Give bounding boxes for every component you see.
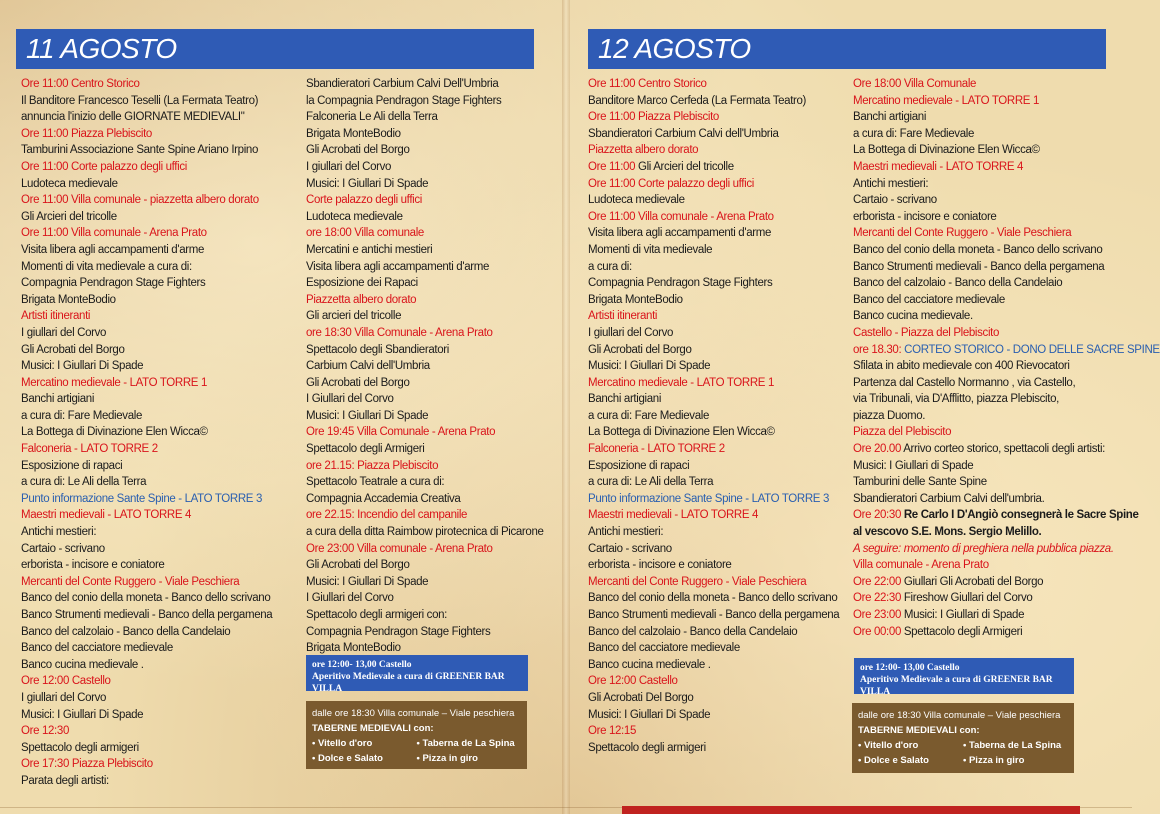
program-line: Punto informazione Sante Spine - LATO TORRE 3: [588, 492, 830, 505]
program-line: Cartaio - scrivano: [853, 194, 937, 207]
program-line: Mercatino medievale - LATO TORRE 1: [21, 376, 208, 389]
program-line: Ore 11:00 Corte palazzo degli uffici: [588, 177, 754, 190]
program-line: al vescovo S.E. Mons. Sergio Melillo.: [853, 526, 1042, 539]
program-line: Banchi artigiani: [853, 111, 927, 124]
program-line: [853, 624, 1129, 641]
program-line: Brigata MonteBodio: [588, 293, 683, 306]
day-panel-12-agosto: [570, 0, 1160, 814]
program-line: Ore 11:00 Piazza Plebiscito: [588, 111, 719, 124]
program-line: Banco del conio della moneta - Banco dello scrivano: [21, 592, 271, 605]
program-line: Banco cucina medievale .: [21, 658, 144, 671]
program-line: Mercanti del Conte Ruggero - Viale Peschiera: [853, 227, 1072, 240]
program-line: a cura di: Fare Medievale: [853, 127, 975, 140]
program-line: Sbandieratori Carbium Calvi dell'Umbria: [588, 127, 779, 140]
program-line: Banco del calzolaio - Banco della Candelaio: [588, 625, 798, 638]
program-line: I giullari del Corvo: [21, 691, 107, 704]
time-label: Ore 11:00: [588, 160, 636, 173]
program-line: Compagnia Pendragon Stage Fighters: [21, 277, 206, 290]
program-line: Banco del cacciatore medievale: [21, 642, 173, 655]
program-line: Piazzetta albero dorato: [588, 144, 699, 157]
program-line: Banco Strumenti medievali - Banco della pergamena: [588, 609, 840, 621]
program-line: Musici: I Giullari Di Spade: [306, 575, 429, 588]
program-line: Piazza del Plebiscito: [853, 426, 952, 439]
program-line: [853, 441, 1129, 458]
taverne-list: [312, 736, 521, 766]
program-line: Ore 11:00 Villa comunale - Arena Prato: [21, 227, 207, 240]
program-line: Ore 11:00 Centro Storico: [588, 78, 707, 90]
program-line: Corte palazzo degli uffici: [306, 194, 422, 207]
program-column-1: [21, 76, 301, 790]
program-line: Carbium Calvi dell'Umbria: [306, 360, 430, 373]
program-line: Artisti itineranti: [21, 310, 91, 323]
program-line: [853, 574, 1129, 591]
program-line: piazza Duomo.: [853, 409, 926, 422]
day-header: 12 AGOSTO: [588, 29, 1106, 69]
program-line: Banco del conio della moneta - Banco dello scrivano: [853, 243, 1103, 256]
program-line: Musici: I Giullari Di Spade: [306, 177, 429, 190]
program-line: la Compagnia Pendragon Stage Fighters: [306, 94, 502, 107]
program-line: Partenza dal Castello Normanno , via Castello,: [853, 376, 1076, 389]
program-line: Ore 11:00 Villa comunale - piazzetta albero dorato: [21, 194, 259, 207]
program-line: Ore 12:30: [21, 725, 69, 738]
program-line: [853, 590, 1129, 607]
taverne-title: TABERNE MEDIEVALI con:: [312, 723, 434, 734]
time-label: Ore 22:00: [853, 575, 901, 588]
red-strip: [622, 806, 1080, 814]
program-line: Sfilata in abito medievale con 400 Rievocatori: [853, 360, 1070, 373]
program-line: Banchi artigiani: [588, 393, 662, 406]
program-line: Sbandieratori Carbium Calvi Dell'Umbria: [306, 78, 499, 90]
program-line: Esposizione di rapaci: [588, 459, 690, 472]
program-line: Falconeria Le Ali della Terra: [306, 111, 438, 124]
program-line: Ore 12:00 Castello: [21, 675, 111, 688]
time-label: Ore 22:30: [853, 592, 901, 605]
time-label: ore 18.30:: [853, 343, 902, 356]
program-line: Gli Acrobati del Borgo: [306, 559, 410, 572]
program-line: Ore 23:00 Villa comunale - Arena Prato: [306, 542, 493, 555]
program-line: Sbandieratori Carbium Calvi dell'umbria.: [853, 492, 1045, 505]
program-line: Il Banditore Francesco Teselli (La Fermata Teatro): [21, 94, 259, 107]
program-line: a cura della ditta Raimbow pirotecnica di Picarone: [306, 526, 544, 539]
program-line: Gli Acrobati del Borgo: [306, 144, 410, 157]
program-line: I Giullari del Corvo: [306, 592, 394, 605]
taverne-item: • Pizza in giro: [416, 753, 478, 764]
program-line: annuncia l'inizio delle GIORNATE MEDIEVALI": [21, 111, 245, 124]
taverne-time: dalle ore 18:30 Villa comunale – Viale peschiera: [312, 708, 515, 719]
program-line: [853, 507, 1139, 524]
event-text: Re Carlo I D'Angiò consegnerà le Sacre Spine: [901, 509, 1139, 522]
program-line: Brigata MonteBodio: [306, 642, 401, 655]
program-line: A seguire: momento di preghiera nella pubblica piazza.: [853, 542, 1114, 555]
event-text: CORTEO STORICO - DONO DELLE SACRE SPINE: [901, 343, 1160, 356]
program-line: Banco Strumenti medievali - Banco della pergamena: [21, 609, 273, 621]
program-line: ore 22.15: Incendio del campanile: [306, 509, 468, 522]
program-line: Momenti di vita medievale a cura di:: [21, 260, 192, 273]
time-label: Ore 00:00: [853, 625, 901, 638]
program-line: Gli Acrobati del Borgo: [306, 376, 410, 389]
program-line: Banco cucina medievale.: [853, 310, 973, 323]
taverne-item: • Taberna de La Spina: [416, 738, 515, 749]
program-line: Musici: I Giullari Di Spade: [306, 409, 429, 422]
program-line: Punto informazione Sante Spine - LATO TORRE 3: [21, 492, 263, 505]
program-line: Antichi mestieri:: [21, 526, 97, 539]
day-panel-11-agosto: [0, 0, 560, 814]
program-line: a cura di: Le Ali della Terra: [21, 476, 147, 489]
program-line: erborista - incisore e coniatore: [853, 210, 997, 223]
program-line: Mercatino medievale - LATO TORRE 1: [588, 376, 775, 389]
program-line: Falconeria - LATO TORRE 2: [21, 443, 158, 456]
event-text: Fireshow Giullari del Corvo: [901, 592, 1033, 605]
taverne-item: • Dolce e Salato: [312, 753, 383, 764]
program-line: Mercanti del Conte Ruggero - Viale Peschiera: [588, 575, 807, 588]
program-line: Spettacolo degli armigeri: [588, 741, 706, 754]
program-line: Brigata MonteBodio: [21, 293, 116, 306]
aperitivo-desc: Aperitivo Medievale a cura di GREENER BAR VILLA: [860, 675, 1053, 697]
program-line: Visita libera agli accampamenti d'arme: [588, 227, 771, 240]
program-line: Ludoteca medievale: [588, 194, 685, 207]
program-line: a cura di: Le Ali della Terra: [588, 476, 714, 489]
page-fold: [562, 0, 570, 814]
program-line: Mercatini e antichi mestieri: [306, 243, 433, 256]
program-line: I Giullari del Corvo: [306, 393, 394, 406]
program-line: I giullari del Corvo: [588, 326, 674, 339]
aperitivo-box: [306, 655, 528, 694]
taverne-item: • Vitello d'oro: [312, 738, 373, 749]
program-line: Tamburini Associazione Sante Spine Ariano Irpino: [21, 144, 258, 157]
program-line: Gli Acrobati del Borgo: [21, 343, 125, 356]
program-line: Esposizione di rapaci: [21, 459, 123, 472]
program-line: Momenti di vita medievale: [588, 243, 713, 256]
program-line: Banchi artigiani: [21, 393, 95, 406]
program-line: Ore 11:00 Villa comunale - Arena Prato: [588, 210, 774, 223]
taverne-time: dalle ore 18:30 Villa comunale – Viale peschiera: [858, 710, 1061, 721]
event-text: Giullari Gli Acrobati del Borgo: [901, 575, 1044, 588]
program-line: Ore 11:00 Piazza Plebiscito: [21, 127, 152, 140]
program-line: Visita libera agli accampamenti d'arme: [306, 260, 489, 273]
program-line: Maestri medievali - LATO TORRE 4: [588, 509, 759, 522]
program-line: Artisti itineranti: [588, 310, 658, 323]
program-line: Banco del calzolaio - Banco della Candelaio: [853, 277, 1063, 290]
program-line: La Bottega di Divinazione Elen Wicca©: [21, 426, 208, 439]
taverne-box: [306, 701, 527, 769]
program-line: Esposizione dei Rapaci: [306, 277, 418, 290]
taverne-list: [858, 738, 1068, 768]
event-text: Arrivo corteo storico, spettacoli degli artisti:: [901, 443, 1105, 456]
time-label: Ore 23:00: [853, 609, 901, 621]
program-line: Musici: I Giullari Di Spade: [21, 708, 144, 721]
program-line: Musici: I Giullari Di Spade: [21, 360, 144, 373]
program-line: Ludoteca medievale: [306, 210, 403, 223]
program-line: Spettacolo degli Sbandieratori: [306, 343, 449, 356]
program-line: Banditore Marco Cerfeda (La Fermata Teatro): [588, 94, 807, 107]
program-line: Mercanti del Conte Ruggero - Viale Peschiera: [21, 575, 240, 588]
program-line: Musici: I Giullari di Spade: [853, 459, 974, 472]
program-line: Gli Acrobati Del Borgo: [588, 691, 694, 704]
program-line: Banco del conio della moneta - Banco dello scrivano: [588, 592, 838, 605]
program-column-1: [588, 76, 850, 756]
program-line: Piazzetta albero dorato: [306, 293, 417, 306]
program-line: ore 18:30 Villa Comunale - Arena Prato: [306, 326, 493, 339]
program-line: Maestri medievali - LATO TORRE 4: [21, 509, 192, 522]
program-line: Visita libera agli accampamenti d'arme: [21, 243, 204, 256]
program-line: Banco cucina medievale .: [588, 658, 711, 671]
time-label: Ore 20:30: [853, 509, 901, 522]
program-line: Maestri medievali - LATO TORRE 4: [853, 160, 1024, 173]
program-line: Ore 11:00 Corte palazzo degli uffici: [21, 160, 187, 173]
program-line: I giullari del Corvo: [306, 160, 392, 173]
program-line: Cartaio - scrivano: [588, 542, 672, 555]
program-line: a cura di:: [588, 260, 632, 273]
program-line: Antichi mestieri:: [588, 526, 664, 539]
program-line: Castello - Piazza del Plebiscito: [853, 326, 1000, 339]
event-text: Spettacolo degli Armigeri: [901, 625, 1023, 638]
taverne-box: [852, 703, 1074, 773]
program-line: Antichi mestieri:: [853, 177, 929, 190]
program-column-2: [853, 76, 1160, 640]
time-label: Ore 20.00: [853, 443, 901, 456]
program-line: Ore 11:00 Centro Storico: [21, 78, 140, 90]
program-line: erborista - incisore e coniatore: [21, 559, 165, 572]
program-line: Ore 12:00 Castello: [588, 675, 678, 688]
program-line: [588, 159, 850, 176]
program-line: Mercatino medievale - LATO TORRE 1: [853, 94, 1040, 107]
aperitivo-time: ore 12:00- 13,00 Castello: [312, 660, 412, 670]
program-column-2: [306, 76, 560, 657]
event-text: Musici: I Giullari di Spade: [901, 609, 1025, 621]
program-line: I giullari del Corvo: [21, 326, 107, 339]
taverne-item: • Dolce e Salato: [858, 755, 929, 766]
program-line: [853, 342, 1160, 359]
program-line: Spettacolo degli armigeri con:: [306, 609, 447, 621]
program-line: Ore 12:15: [588, 725, 636, 738]
program-line: Gli Arcieri del tricolle: [21, 210, 117, 223]
program-line: Ore 18:00 Villa Comunale: [853, 78, 977, 90]
program-line: Parata degli artisti:: [21, 774, 109, 787]
program-line: Spettacolo degli Armigeri: [306, 443, 425, 456]
program-line: via Tribunali, via D'Afflitto, piazza Plebiscito,: [853, 393, 1059, 406]
program-line: Compagnia Pendragon Stage Fighters: [306, 625, 491, 638]
program-line: Tamburini delle Sante Spine: [853, 476, 987, 489]
taverne-item: • Taberna de La Spina: [963, 740, 1062, 751]
program-line: a cura di: Fare Medievale: [21, 409, 143, 422]
program-line: Musici: I Giullari Di Spade: [588, 708, 711, 721]
taverne-item: • Vitello d'oro: [858, 740, 919, 751]
program-line: Brigata MonteBodio: [306, 127, 401, 140]
aperitivo-desc: Aperitivo Medievale a cura di GREENER BAR VILLA: [312, 672, 505, 694]
program-line: Ore 17:30 Piazza Plebiscito: [21, 758, 153, 771]
program-line: Cartaio - scrivano: [21, 542, 105, 555]
program-line: Spettacolo degli armigeri: [21, 741, 139, 754]
program-line: Musici: I Giullari Di Spade: [588, 360, 711, 373]
program-line: [853, 607, 1129, 624]
program-line: Villa comunale - Arena Prato: [853, 559, 989, 572]
program-line: Falconeria - LATO TORRE 2: [588, 443, 725, 456]
program-line: La Bottega di Divinazione Elen Wicca©: [588, 426, 775, 439]
taverne-title: TABERNE MEDIEVALI con:: [858, 725, 980, 736]
program-line: Compagnia Pendragon Stage Fighters: [588, 277, 773, 290]
program-line: a cura di: Fare Medievale: [588, 409, 710, 422]
program-line: Ore 19:45 Villa Comunale - Arena Prato: [306, 426, 496, 439]
program-line: La Bottega di Divinazione Elen Wicca©: [853, 144, 1040, 157]
program-line: Banco del cacciatore medievale: [853, 293, 1005, 306]
program-line: Banco del calzolaio - Banco della Candelaio: [21, 625, 231, 638]
aperitivo-box: [854, 658, 1074, 697]
program-line: Compagnia Accademia Creativa: [306, 492, 461, 505]
program-line: Banco Strumenti medievali - Banco della pergamena: [853, 260, 1105, 273]
program-line: Gli Acrobati del Borgo: [588, 343, 692, 356]
event-text: Gli Arcieri del tricolle: [635, 160, 734, 173]
program-line: erborista - incisore e coniatore: [588, 559, 732, 572]
program-line: Gli arcieri del tricolle: [306, 310, 402, 323]
program-line: ore 21.15: Piazza Plebiscito: [306, 459, 439, 472]
program-line: ore 18:00 Villa comunale: [306, 227, 424, 240]
aperitivo-time: ore 12:00- 13,00 Castello: [860, 663, 960, 673]
program-line: Banco del cacciatore medievale: [588, 642, 740, 655]
day-header: 11 AGOSTO: [16, 29, 534, 69]
program-line: Ludoteca medievale: [21, 177, 118, 190]
taverne-item: • Pizza in giro: [963, 755, 1025, 766]
program-line: Spettacolo Teatrale a cura di:: [306, 476, 445, 489]
